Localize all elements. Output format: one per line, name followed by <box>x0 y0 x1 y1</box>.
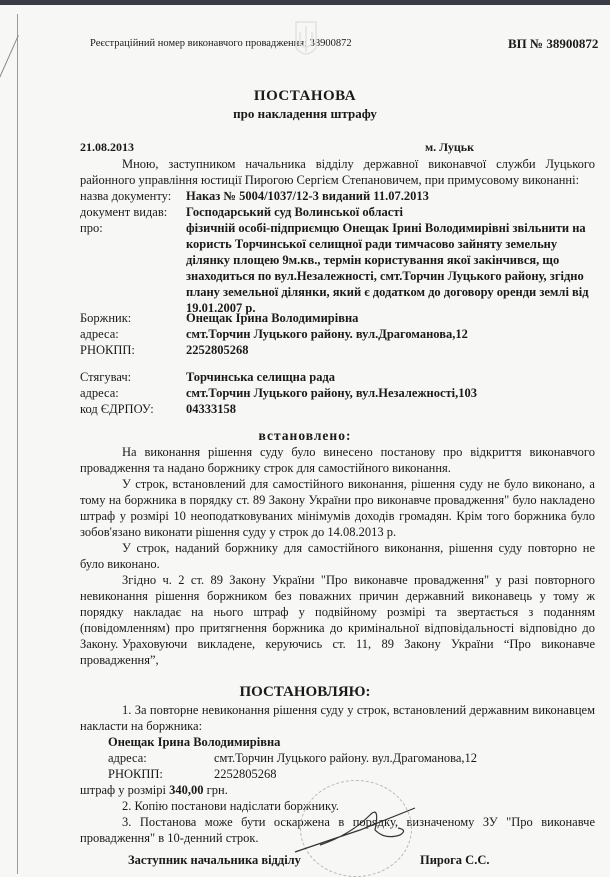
debtor-address-row <box>80 326 468 342</box>
document-about-label: про: <box>80 221 103 235</box>
resolve-debtor-name: Онещак Ірина Володимирівна <box>108 735 281 749</box>
resolve-id-label: РНОКПП: <box>108 767 163 781</box>
resolve-id: 2252805268 <box>214 767 277 781</box>
resolve-heading: ПОСТАНОВЛЯЮ: <box>239 684 371 700</box>
debtor-id: 2252805268 <box>186 343 249 357</box>
creditor-row <box>80 369 335 385</box>
established-paragraph-4: Згідно ч. 2 ст. 89 Закону України "Про виконавче провадження" у разі повторного невиконання рішення боржником без поважних причин державний виконавець у тому ж порядку накладає на нього штраф у подвійному розмірі та звертається з поданням (повідомленням) про притягнення боржника до кримінальної відповідальності відповідно до Закону. <box>80 573 595 651</box>
debtor-address: смт.Торчин Луцького району. вул.Драгоманова,12 <box>186 327 468 341</box>
established-paragraph-2: У строк, встановлений для самостійного виконання, рішення суду не було виконано, а тому на боржника в порядку ст. 89 Закону України про виконавче провадження" було накладено штраф у розмірі 10 неоподатковуваних мінімумів доходів громадян. Крім того боржника було зобов'язано виконати рішення суду у строк до 14.08.2013 р. <box>80 477 595 539</box>
fine-amount: 340,00 <box>169 783 204 797</box>
debtor-id-row <box>80 342 249 358</box>
document-city: м. Луцьк <box>425 140 474 154</box>
creditor-name: Торчинська селищна рада <box>186 370 336 384</box>
scan-left-edge <box>17 14 18 874</box>
debtor-name: Онещак Ірина Володимирівна <box>186 311 359 325</box>
established-paragraph-1: На виконання рішення суду було винесено постанову про відкриття виконавчого провадження та надано боржнику строк для самостійного виконання. <box>80 445 595 475</box>
document-issuer-label: документ видав: <box>80 205 168 219</box>
scan-top-edge <box>0 0 610 5</box>
creditor-id-label: код ЄДРПОУ: <box>80 402 154 416</box>
coat-of-arms-icon <box>292 18 320 62</box>
document-title: ПОСТАНОВА <box>253 88 357 104</box>
creditor-id: 04333158 <box>186 402 236 416</box>
registration-number: Реєстраційний номер виконавчого провадження: 38900872 <box>90 38 352 49</box>
creditor-label: Стягувач: <box>80 370 132 384</box>
debtor-row <box>80 310 358 326</box>
debtor-address-label: адреса: <box>80 327 119 341</box>
established-paragraph-5: Ураховуючи викладене, керуючись ст. 11, 89 Закону України “Про виконавче провадження”, <box>80 637 595 667</box>
fine-row <box>80 782 228 798</box>
resolve-item-1: 1. За повторне невиконання рішення суду у строк, встановлений державним виконавцем накласти на боржника: <box>80 703 595 733</box>
document-name-row <box>80 188 429 204</box>
document-date: 21.08.2013 <box>80 140 134 154</box>
document-issuer-value: Господарський суд Волинської області <box>186 205 403 219</box>
resolve-id-row <box>108 766 277 782</box>
signature-scribble <box>290 790 420 860</box>
fine-suffix: грн. <box>203 783 228 797</box>
vp-number: ВП № 38900872 <box>508 36 599 51</box>
document-about-row <box>80 220 186 236</box>
document-issuer-row <box>80 204 403 220</box>
resolve-item-3: 3. Постанова може бути оскаржена в порядку, визначеному ЗУ "Про виконавче провадження" в 10-денний строк. <box>80 815 595 845</box>
resolve-address: смт.Торчин Луцького району. вул.Драгоманова,12 <box>214 751 478 765</box>
creditor-address-row <box>80 385 477 401</box>
established-heading: встановлено: <box>258 428 352 443</box>
signature-name: Пирога С.С. <box>420 853 490 867</box>
resolve-address-row <box>108 750 477 766</box>
debtor-id-label: РНОКПП: <box>80 343 135 357</box>
creditor-address: смт.Торчин Луцького району, вул.Незалежності,103 <box>186 386 477 400</box>
resolve-item-2: 2. Копію постанови надіслати боржнику. <box>122 799 339 813</box>
intro-paragraph: Мною, заступником начальника відділу державної виконавчої служби Луцького районного управління юстиції Пирогою Сергієм Степановичем, при примусовому виконанні: <box>80 157 595 187</box>
document-subtitle: про накладення штрафу <box>233 106 377 121</box>
debtor-label: Боржник: <box>80 311 132 325</box>
established-paragraph-3: У строк, наданий боржнику для самостійного виконання, рішення суду повторно не було виконано. <box>80 541 595 571</box>
resolve-address-label: адреса: <box>108 751 147 765</box>
creditor-id-row <box>80 401 236 417</box>
signature-position: Заступник начальника відділу <box>128 853 301 867</box>
document-name-value: Наказ № 5004/1037/12-3 виданий 11.07.2013 <box>186 189 429 203</box>
fine-prefix: штраф у розмірі <box>80 783 170 797</box>
document-name-label: назва документу: <box>80 189 172 203</box>
document-about-value: фізичній особі-підприємцю Онещак Ірині Володимирівні звільнити на користь Торчинської селищної ради тимчасово зайняту земельну ділянку площею 9м.кв., термін користування якої закінчився, що знаходиться по вул.Незалежності, смт.Торчин Луцького району, згідно плану земельної ділянки, який є додатком до договору оренди землі від 19.01.2007 р. <box>186 221 589 315</box>
creditor-address-label: адреса: <box>80 386 119 400</box>
